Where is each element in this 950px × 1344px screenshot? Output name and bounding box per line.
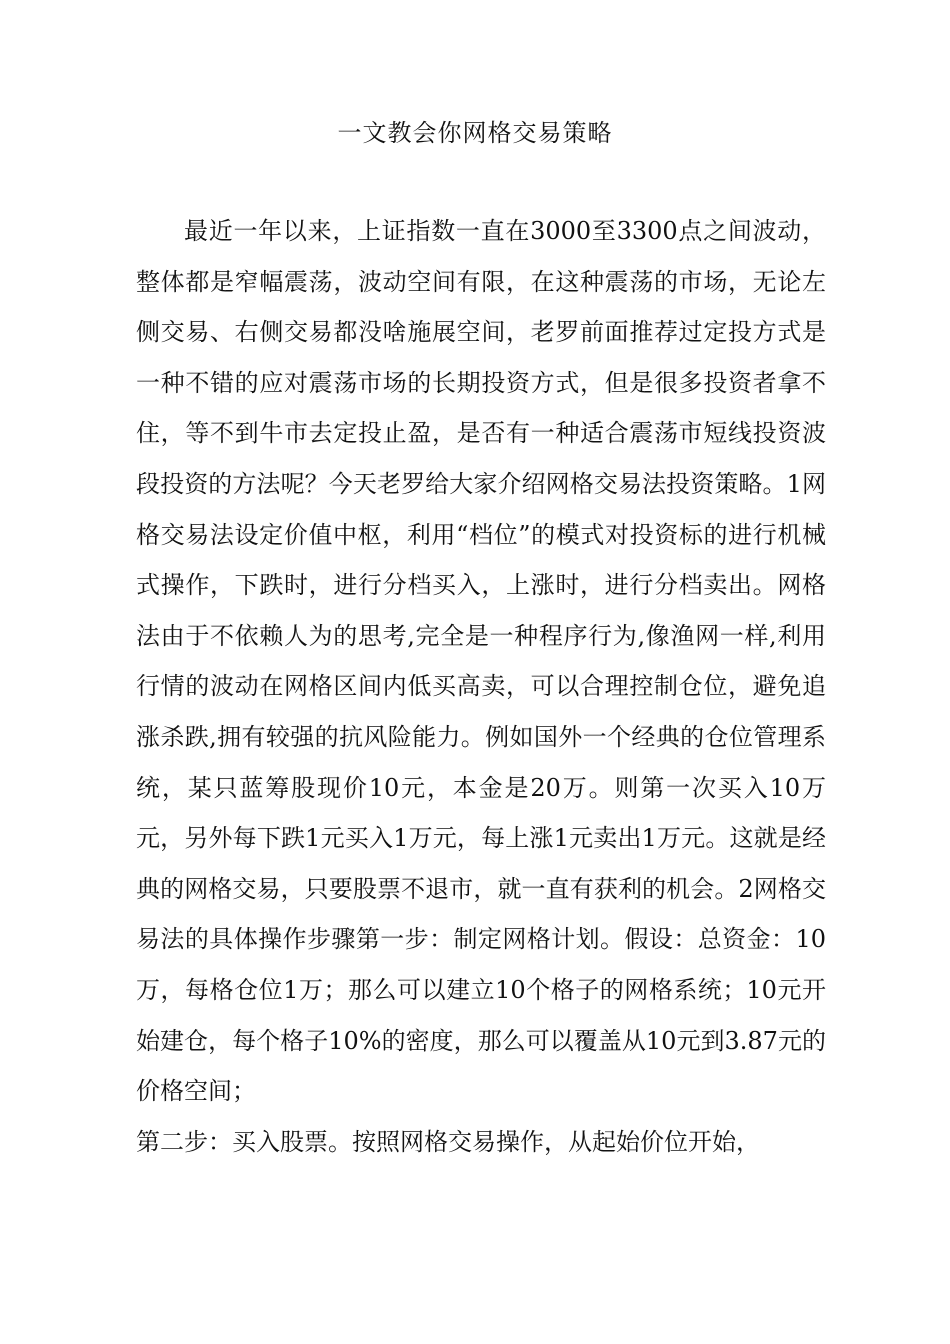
paragraph-intro: 最近一年以来，上证指数一直在3000至3300点之间波动，整体都是窄幅震荡，波动空间有限，在这种震荡的市场，无论左侧交易、右侧交易都没啥施展空间，老罗前面推荐过定投方式是一种不错的应对震荡市场的长期投资方式，但是很多投资者拿不住，等不到牛市去定投止盈，是否有一种适合震荡市短线投资波段投资的方法呢？今天老罗给大家介绍网格交易法投资策略。1网格交易法设定价值中枢，利用“档位”的模式对投资标的进行机械式操作，下跌时，进行分档买入，上涨时，进行分档卖出。网格法由于不依赖人为的思考,完全是一种程序行为,像渔网一样,利用行情的波动在网格区间内低买高卖，可以合理控制仓位，避免追涨杀跌,拥有较强的抗风险能力。例如国外一个经典的仓位管理系统，某只蓝筹股现价10元，本金是20万。则第一次买入10万元，另外每下跌1元买入1万元，每上涨1元卖出1万元。这就是经典的网格交易，只要股票不退市，就一直有获利的机会。2网格交易法的具体操作步骤第一步：制定网格计划。假设：总资金：10万，每格仓位1万；那么可以建立10个格子的网格系统；10元开始建仓，每个格子10%的密度，那么可以覆盖从10元到3.87元的价格空间； xyxy=(136,217,826,1106)
document-title: 一文教会你网格交易策略 xyxy=(337,119,613,147)
paragraph-step-two: 第二步：买入股票。按照网格交易操作，从起始价位开始， xyxy=(136,1127,760,1156)
document-body xyxy=(136,206,826,1167)
